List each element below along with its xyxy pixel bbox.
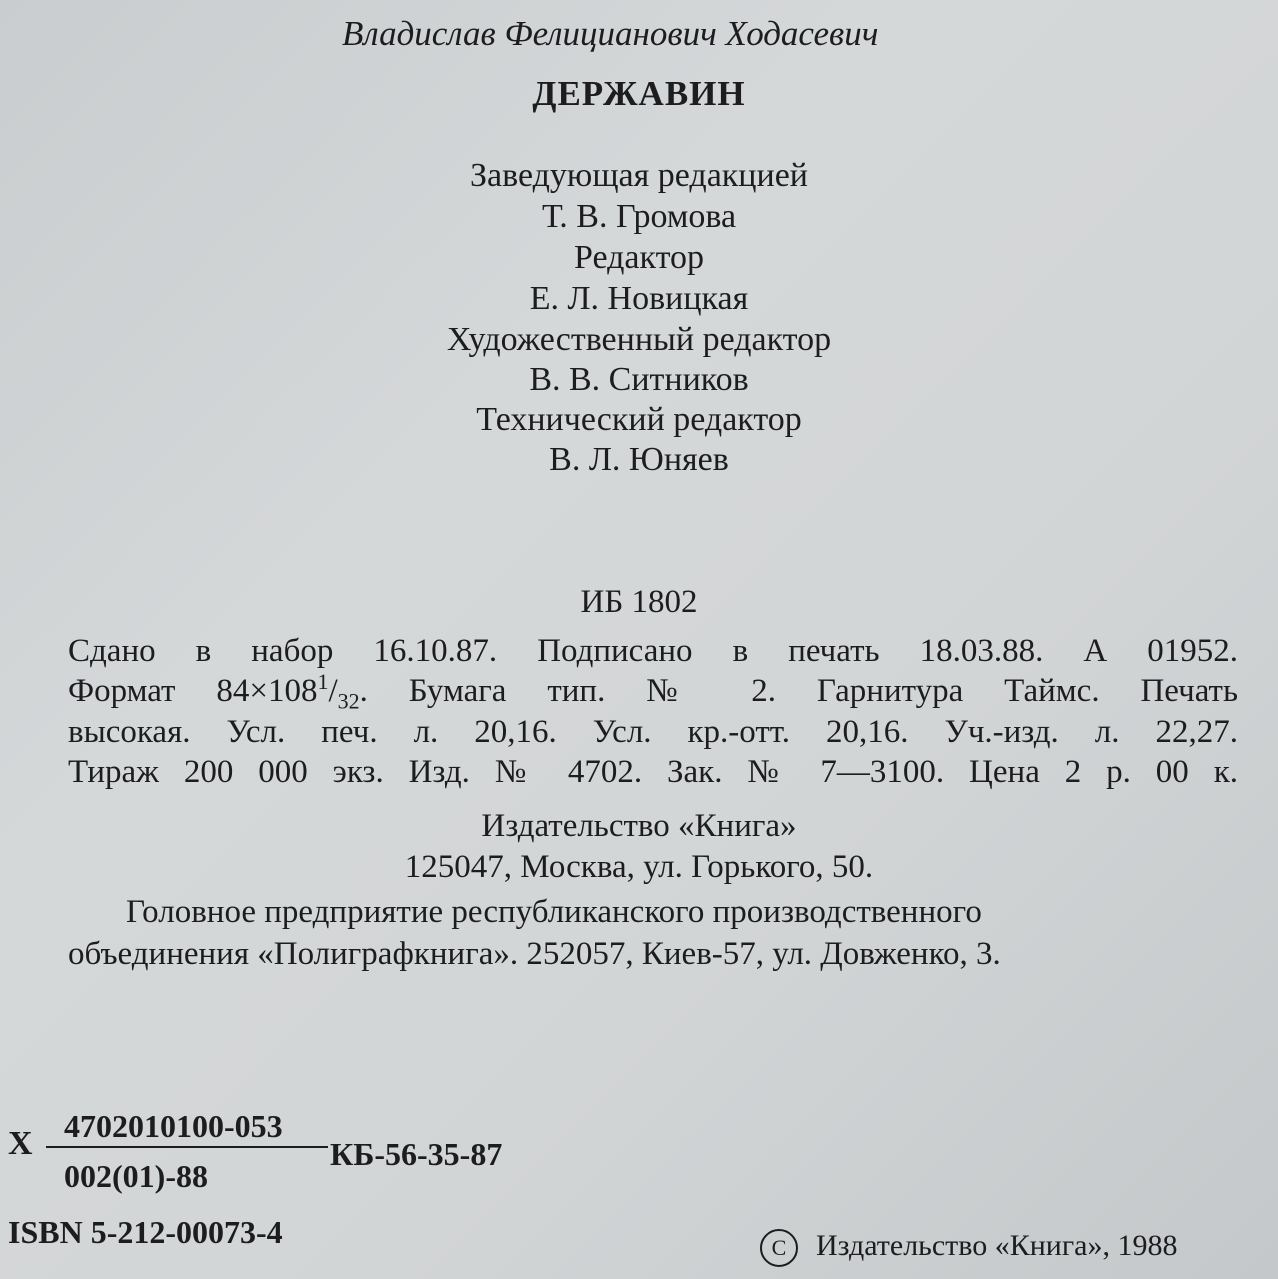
book-title: ДЕРЖАВИН	[532, 74, 746, 113]
catalog-code: КБ-56-35-87	[330, 1136, 503, 1172]
format-denominator: 32	[337, 688, 360, 714]
ib-number: ИБ 1802	[580, 584, 698, 620]
credit-name-chief-editor: Т. В. Громова	[541, 198, 737, 235]
format-suffix: . Бумага тип. № 2. Гарнитура Таймс. Печать	[359, 673, 1238, 709]
credit-role-chief-editor: Заведующая редакцией	[470, 157, 808, 194]
format-prefix: Формат 84×108	[68, 673, 318, 709]
publisher-address: 125047, Москва, ул. Горького, 50.	[404, 849, 874, 885]
credit-role-tech-editor: Технический редактор	[476, 401, 802, 438]
printer-line-2: объединения «Полиграфкнига». 252057, Киев-57, ул. Довженко, 3.	[68, 936, 1001, 972]
catalog-fraction-rule	[46, 1146, 328, 1148]
printer-line-1: Головное предприятие республиканского производственного	[126, 894, 982, 930]
imprint-line-3: высокая. Усл. печ. л. 20,16. Усл. кр.-отт. 20,16. Уч.-изд. л. 22,27.	[68, 714, 1238, 750]
credit-name-editor: Е. Л. Новицкая	[529, 280, 749, 317]
catalog-denominator: 002(01)-88	[64, 1158, 208, 1194]
imprint-line-2	[68, 669, 1238, 714]
imprint-line-1: Сдано в набор 16.10.87. Подписано в печать 18.03.88. А 01952.	[68, 633, 1238, 669]
copyright-text: Издательство «Книга», 1988	[816, 1229, 1178, 1262]
isbn: ISBN 5-212-00073-4	[8, 1214, 283, 1250]
format-numerator: 1	[317, 669, 329, 694]
author-name: Владислав Фелицианович Ходасевич	[342, 14, 879, 53]
credit-role-editor: Редактор	[574, 239, 704, 276]
credit-name-tech-editor: В. Л. Юняев	[549, 441, 729, 478]
credit-role-art-editor: Художественный редактор	[446, 321, 832, 358]
format-slash: /	[328, 673, 338, 709]
copyright-notice	[760, 1226, 1177, 1267]
publisher-name: Издательство «Книга»	[481, 808, 797, 844]
imprint-line-4: Тираж 200 000 экз. Изд. № 4702. Зак. № 7—3100. Цена 2 р. 00 к.	[68, 754, 1238, 790]
catalog-x-mark: Х	[8, 1125, 33, 1162]
credit-name-art-editor: В. В. Ситников	[529, 361, 749, 398]
copyright-icon: C	[760, 1229, 798, 1267]
catalog-numerator: 4702010100-053	[64, 1108, 283, 1144]
